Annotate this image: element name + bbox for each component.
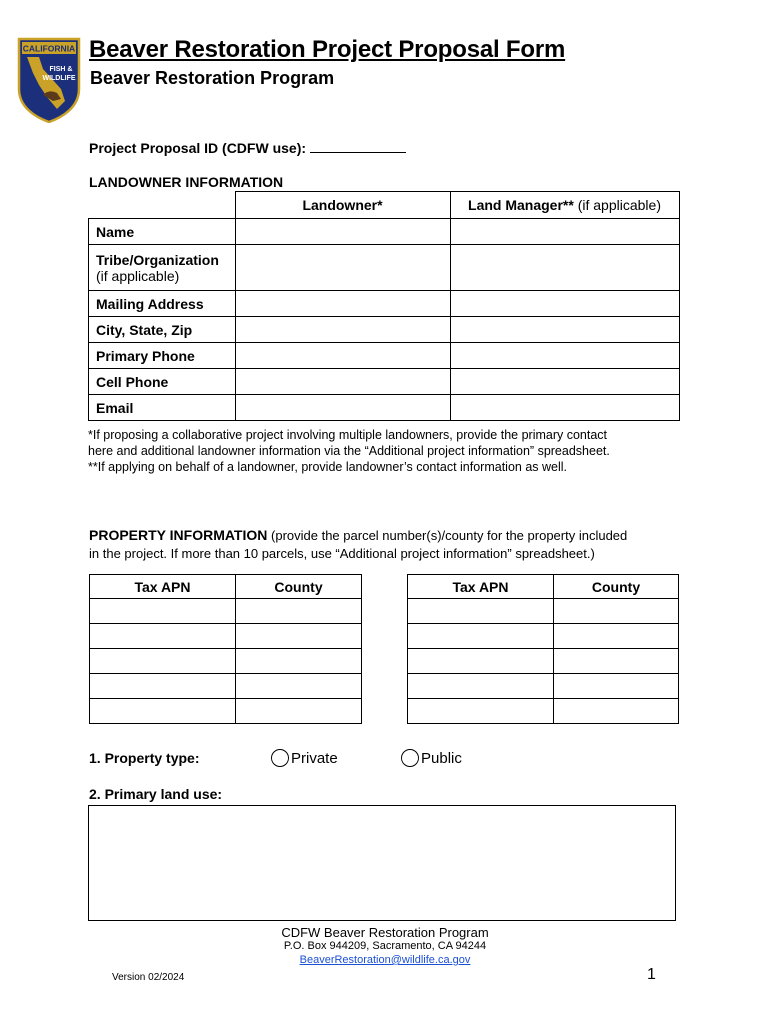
form-subtitle: Beaver Restoration Program (90, 68, 335, 88)
landowner-table (88, 191, 680, 421)
land-use-label: 2. Primary land use: (89, 786, 223, 802)
cdfw-logo (17, 37, 81, 123)
col-county: County (236, 575, 362, 599)
manager-tribe-field[interactable] (450, 245, 679, 291)
county-field[interactable] (236, 624, 362, 649)
corner-cell (89, 192, 236, 219)
note-behalf: **If applying on behalf of a landowner, provide landowner’s contact information as well. (88, 460, 567, 474)
county-field[interactable] (236, 699, 362, 724)
col-tax-apn: Tax APN (408, 575, 554, 599)
row-label-cell-phone: Cell Phone (89, 369, 236, 395)
county-field[interactable] (554, 624, 679, 649)
proposal-id-row (89, 140, 406, 156)
apn-field[interactable] (90, 599, 236, 624)
note-additional: here and additional landowner information via the “Additional project information” spreadsheet. (88, 444, 610, 458)
landowner-city-field[interactable] (235, 317, 450, 343)
county-field[interactable] (554, 699, 679, 724)
county-field[interactable] (554, 674, 679, 699)
landowner-section-title: LANDOWNER INFORMATION (89, 174, 284, 190)
row-label-mailing: Mailing Address (89, 291, 236, 317)
row-label-email: Email (89, 395, 236, 421)
county-field[interactable] (554, 599, 679, 624)
property-desc-2: in the project. If more than 10 parcels, use “Additional project information” spreadsheet.) (89, 546, 595, 561)
property-desc-1: (provide the parcel number(s)/county for the property included (271, 528, 628, 543)
manager-email-field[interactable] (450, 395, 679, 421)
version-label: Version 02/2024 (112, 972, 185, 983)
footer-org: CDFW Beaver Restoration Program (281, 925, 489, 940)
apn-field[interactable] (90, 624, 236, 649)
tribe-label: Tribe/Organization (96, 251, 219, 268)
row-label-tribe (89, 245, 236, 291)
col-tax-apn: Tax APN (90, 575, 236, 599)
apn-field[interactable] (408, 699, 554, 724)
landowner-notes (88, 427, 610, 475)
row-label-primary-phone: Primary Phone (89, 343, 236, 369)
land-use-textarea[interactable] (88, 805, 676, 921)
public-radio[interactable] (401, 749, 419, 767)
col-landowner: Landowner* (235, 192, 450, 219)
property-section-title: PROPERTY INFORMATION (89, 527, 268, 543)
col-land-manager-bold: Land Manager** (468, 197, 574, 213)
apn-field[interactable] (90, 699, 236, 724)
landowner-primary-phone-field[interactable] (235, 343, 450, 369)
landowner-mailing-field[interactable] (235, 291, 450, 317)
county-field[interactable] (554, 649, 679, 674)
row-label-city: City, State, Zip (89, 317, 236, 343)
footer-email-link[interactable]: BeaverRestoration@wildlife.ca.gov (299, 954, 471, 966)
option-private[interactable] (271, 749, 338, 767)
tribe-sublabel: (if applicable) (96, 267, 180, 284)
county-field[interactable] (236, 599, 362, 624)
county-field[interactable] (236, 649, 362, 674)
apn-field[interactable] (408, 624, 554, 649)
option-public[interactable] (401, 749, 462, 767)
logo-text-wildlife: WILDLIFE (42, 75, 76, 82)
logo-text-california: CALIFORNIA (22, 43, 76, 54)
manager-name-field[interactable] (450, 219, 679, 245)
landowner-tribe-field[interactable] (235, 245, 450, 291)
page-number: 1 (647, 966, 656, 983)
landowner-email-field[interactable] (235, 395, 450, 421)
logo-text-fish: FISH & (49, 66, 73, 73)
note-collaborative: *If proposing a collaborative project involving multiple landowners, provide the primary contact (88, 428, 608, 442)
parcel-table-left (89, 574, 362, 724)
manager-cell-phone-field[interactable] (450, 369, 679, 395)
col-land-manager-note: (if applicable) (577, 197, 661, 213)
apn-field[interactable] (90, 649, 236, 674)
proposal-id-label: Project Proposal ID (CDFW use): (89, 140, 307, 156)
private-label: Private (291, 749, 338, 767)
public-label: Public (421, 749, 462, 767)
col-land-manager (450, 192, 679, 219)
property-section-header (89, 526, 627, 563)
row-label-name: Name (89, 219, 236, 245)
apn-field[interactable] (408, 599, 554, 624)
landowner-name-field[interactable] (235, 219, 450, 245)
apn-field[interactable] (90, 674, 236, 699)
apn-field[interactable] (408, 674, 554, 699)
parcel-table-right (407, 574, 679, 724)
col-county: County (554, 575, 679, 599)
county-field[interactable] (236, 674, 362, 699)
manager-city-field[interactable] (450, 317, 679, 343)
landowner-cell-phone-field[interactable] (235, 369, 450, 395)
apn-field[interactable] (408, 649, 554, 674)
proposal-id-field[interactable] (310, 140, 406, 153)
private-radio[interactable] (271, 749, 289, 767)
property-type-label: 1. Property type: (89, 750, 200, 766)
form-title: Beaver Restoration Project Proposal Form (89, 36, 566, 63)
manager-primary-phone-field[interactable] (450, 343, 679, 369)
manager-mailing-field[interactable] (450, 291, 679, 317)
footer-address: P.O. Box 944209, Sacramento, CA 94244 (283, 940, 487, 952)
